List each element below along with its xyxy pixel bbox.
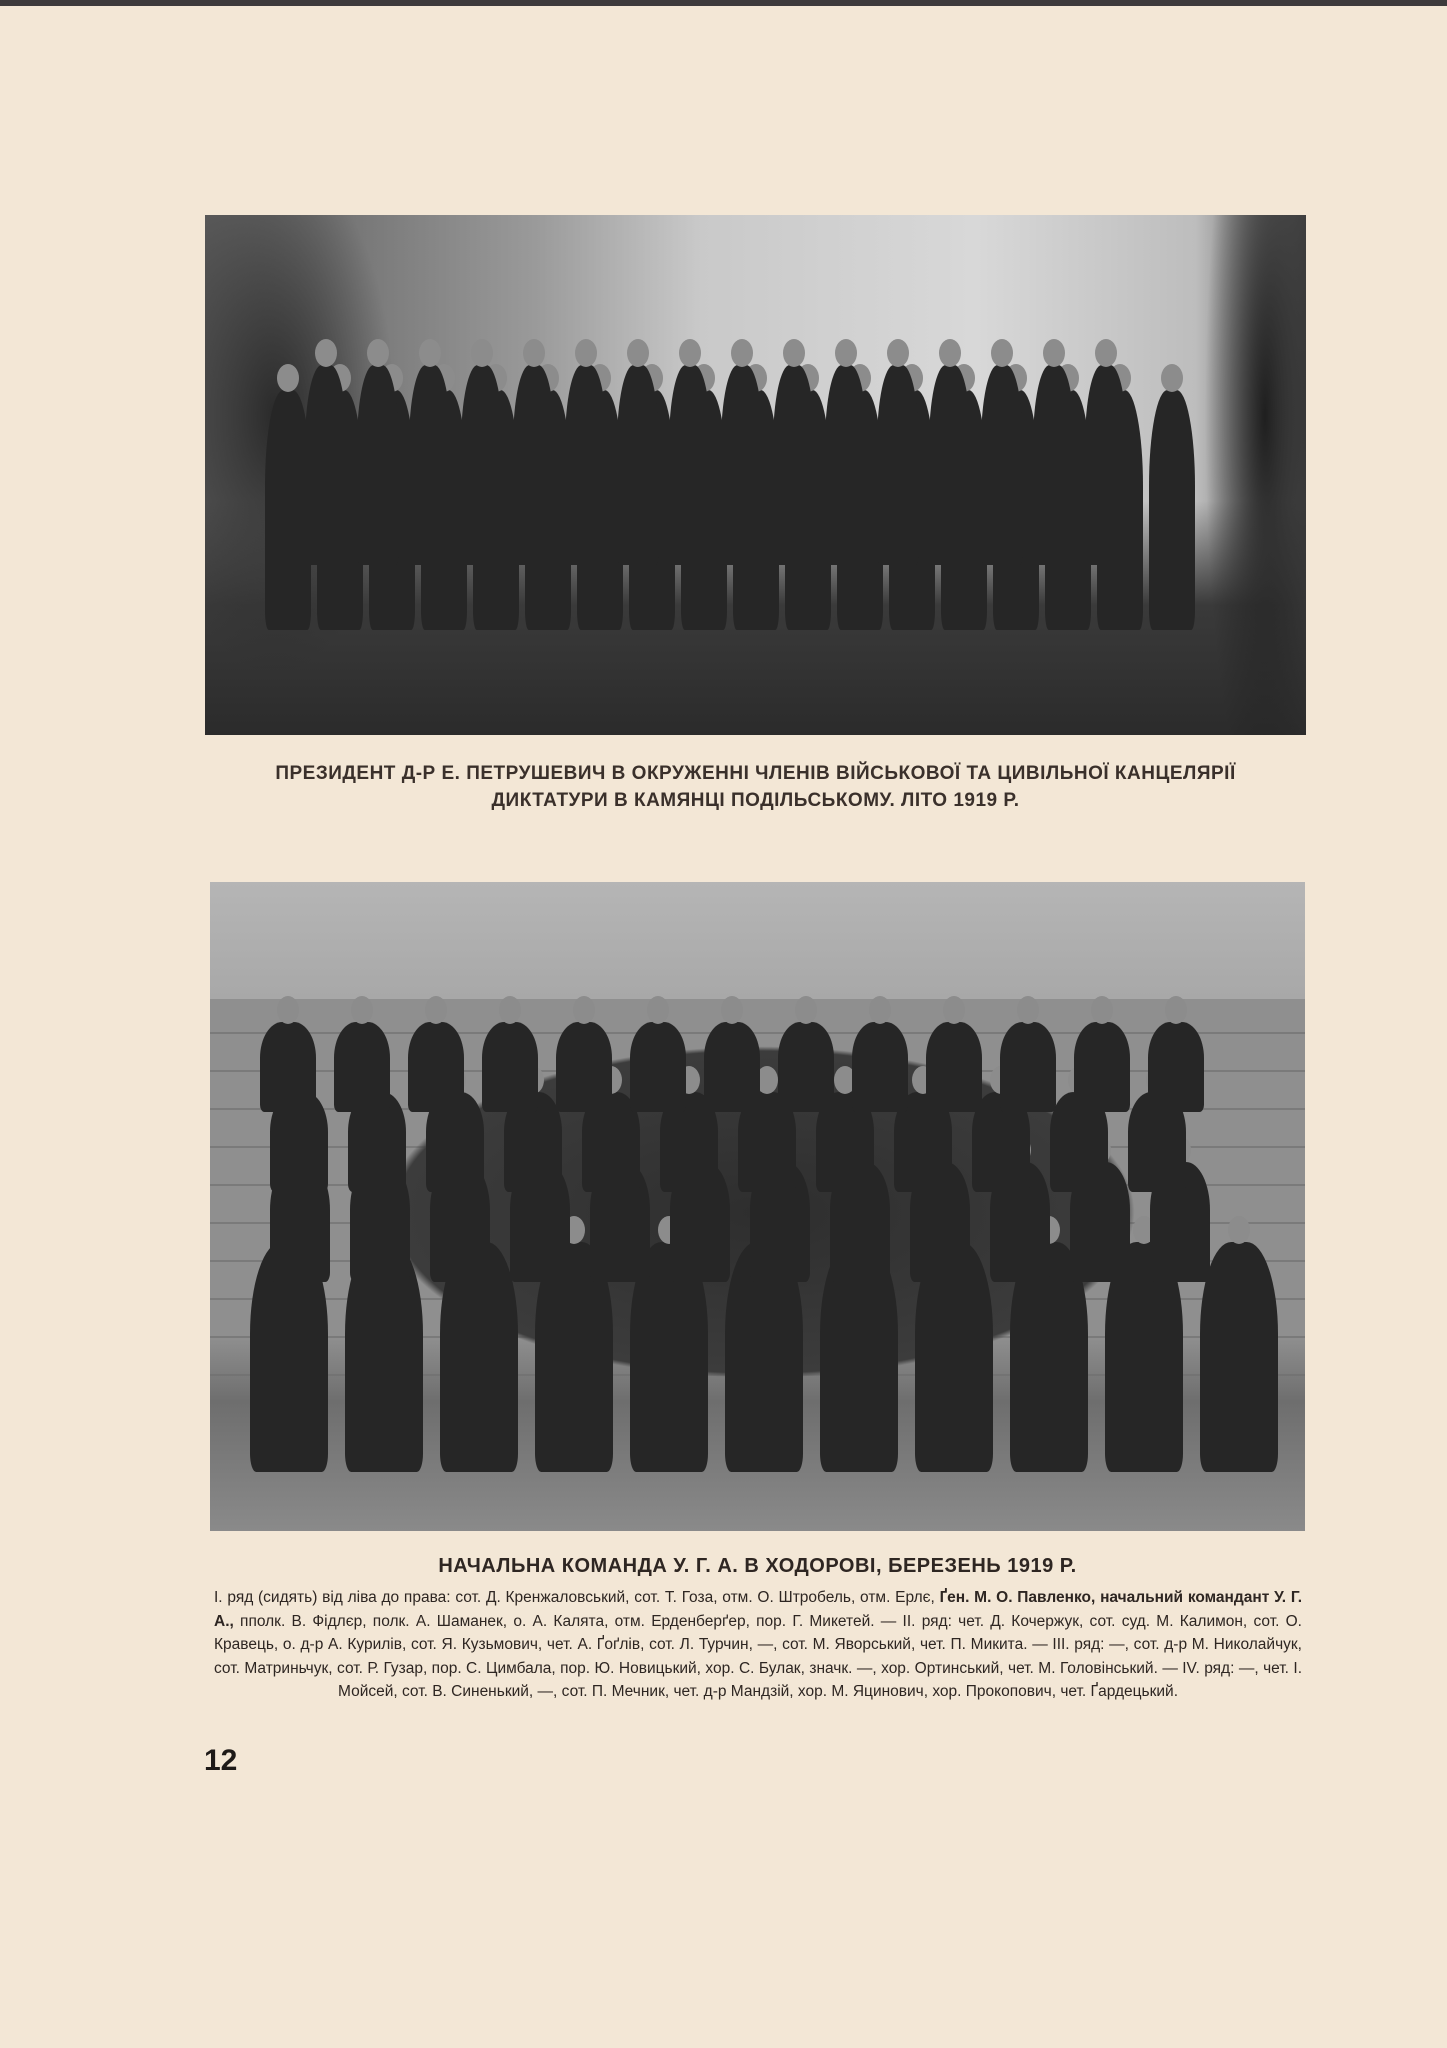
person-silhouette: [1148, 1022, 1204, 1112]
person-silhouette: [825, 365, 867, 565]
person-silhouette: [565, 365, 607, 565]
person-silhouette: [1000, 1022, 1056, 1112]
person-head: [1017, 996, 1039, 1024]
names-bold-text: Ґен. М. О. Павленко, начальний командант У. Г. А.,: [214, 1589, 1302, 1630]
person-head: [943, 996, 965, 1024]
person-head: [499, 996, 521, 1024]
person-silhouette: [630, 1022, 686, 1112]
photo-petrushevych-group: [205, 215, 1306, 735]
photo-figures: [205, 215, 1306, 735]
person-head: [523, 339, 545, 367]
person-silhouette: [981, 365, 1023, 565]
person-head: [721, 996, 743, 1024]
person-silhouette: [926, 1022, 982, 1112]
person-head: [627, 339, 649, 367]
person-silhouette: [773, 365, 815, 565]
person-silhouette: [669, 365, 711, 565]
person-head: [1091, 996, 1113, 1024]
person-head: [1165, 996, 1187, 1024]
person-head: [573, 996, 595, 1024]
person-head: [575, 339, 597, 367]
person-head: [1095, 339, 1117, 367]
person-silhouette: [721, 365, 763, 565]
person-head: [1161, 364, 1183, 392]
person-silhouette: [1149, 390, 1195, 630]
person-silhouette: [1074, 1022, 1130, 1112]
person-head: [1228, 1216, 1250, 1244]
person-silhouette: [305, 365, 347, 565]
page-number: 12: [204, 1744, 238, 1777]
person-silhouette: [556, 1022, 612, 1112]
person-head: [471, 339, 493, 367]
person-silhouette: [357, 365, 399, 565]
person-silhouette: [513, 365, 555, 565]
person-head: [679, 339, 701, 367]
person-head: [887, 339, 909, 367]
scan-edge: [0, 0, 1447, 6]
person-silhouette: [929, 365, 971, 565]
person-silhouette: [704, 1022, 760, 1112]
person-silhouette: [1033, 365, 1075, 565]
person-head: [795, 996, 817, 1024]
photo2-names-list: [214, 1586, 1302, 1704]
person-silhouette: [260, 1022, 316, 1112]
person-silhouette: [409, 365, 451, 565]
person-silhouette: [482, 1022, 538, 1112]
person-silhouette: [617, 365, 659, 565]
person-silhouette: [1085, 365, 1127, 565]
photo2-title: НАЧАЛЬНА КОМАНДА У. Г. А. В ХОДОРОВІ, БЕРЕЗЕНЬ 1919 Р.: [438, 1555, 1077, 1577]
person-silhouette: [334, 1022, 390, 1112]
person-head: [991, 339, 1013, 367]
person-head: [277, 364, 299, 392]
person-head: [731, 339, 753, 367]
photo-uga-command-group: [210, 882, 1305, 1531]
person-head: [315, 339, 337, 367]
person-head: [647, 996, 669, 1024]
person-head: [869, 996, 891, 1024]
person-head: [419, 339, 441, 367]
photo1-caption: [205, 760, 1306, 814]
caption-line: ПРЕЗИДЕНТ Д-Р Е. ПЕТРУШЕВИЧ В ОКРУЖЕННІ ЧЛЕНІВ ВІЙСЬКОВОЇ ТА ЦИВІЛЬНОЇ КАНЦЕЛЯРІЇ: [275, 763, 1236, 784]
person-head: [351, 996, 373, 1024]
names-text: І. ряд (сидять) від ліва до права: сот. Д. Кренжаловський, сот. Т. Гоза, отм. О. Штробель, отм. Ерлє,: [214, 1589, 940, 1606]
person-silhouette: [778, 1022, 834, 1112]
person-head: [835, 339, 857, 367]
person-head: [1043, 339, 1065, 367]
person-head: [367, 339, 389, 367]
person-head: [939, 339, 961, 367]
person-head: [783, 339, 805, 367]
person-head: [425, 996, 447, 1024]
caption-line: ДИКТАТУРИ В КАМЯНЦІ ПОДІЛЬСЬКОМУ. ЛІТО 1919 Р.: [491, 790, 1020, 811]
photo-figures: [210, 882, 1305, 1531]
person-silhouette: [461, 365, 503, 565]
person-silhouette: [408, 1022, 464, 1112]
person-silhouette: [1200, 1242, 1278, 1472]
person-silhouette: [852, 1022, 908, 1112]
person-silhouette: [877, 365, 919, 565]
person-head: [277, 996, 299, 1024]
names-text: пполк. В. Фідлєр, полк. А. Шаманек, о. А. Калята, отм. Ерденберґер, пор. Г. Микетей. — ІІ. ряд: чет. Д. Кочержук, сот. суд. М. Калимон, сот. О. Кравець, о. д-р А. Курилів, сот. Я. Кузьмович, чет. А. Ґоґлів, сот. Л. Турчин, —, сот. М. Яворський, чет. П. Микита. — ІІІ. ряд: —, сот. д-р М. Николайчук, сот. Матриньчук, сот. Р. Гузар, пор. С. Цимбала, пор. Ю. Новицький, хор. С. Булак, значк. —, хор. Ортинський, чет. М. Головінський. — IV. ряд: —, чет. І. Мойсей, сот. В. Синенький, —, сот. П. Мечник, чет. д-р Мандзій, хор. М. Яцинович, хор. Прокопович, чет. Ґардецький.: [214, 1612, 1302, 1701]
